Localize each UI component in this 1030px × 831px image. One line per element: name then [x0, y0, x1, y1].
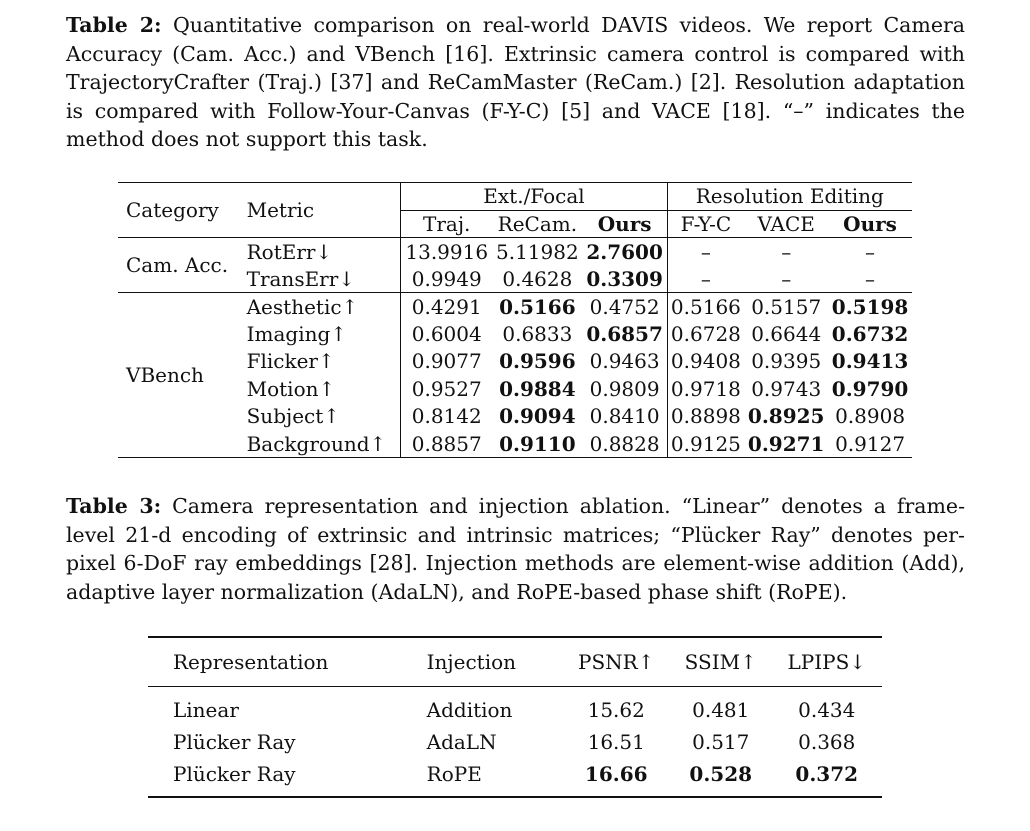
- cell: 0.4752: [583, 293, 667, 321]
- metric-label: Imaging↑: [239, 320, 401, 348]
- cell: 0.3309: [583, 265, 667, 293]
- table2-caption-text: Quantitative comparison on real-world DAVIS videos. We report Camera Accuracy (Cam. Acc.) and VBench [16]. Extrinsic camera control is compared with TrajectoryCrafter (Traj.) [37] and ReCamMaster (ReCam.) [2]. Resolution adaptation is compared with Follow-Your-Canvas (F-Y-C) [5] and VACE [18]. “–” indicates the method does not support this task.: [66, 13, 965, 152]
- cell: 0.8410: [583, 403, 667, 431]
- cell: 0.5198: [828, 293, 912, 321]
- cell: 13.9916: [401, 238, 492, 266]
- cell: 0.5166: [667, 293, 744, 321]
- cell: 0.9127: [828, 430, 912, 458]
- table3-caption-text: Camera representation and injection ablation. “Linear” denotes a frame-level 21-d encoding of extrinsic and intrinsic matrices; “Plücker Ray” denotes per-pixel 6-DoF ray embeddings [28]. Injection methods are element-wise addition (Add), adaptive layer normalization (AdaLN), and RoPE-based phase shift (RoPE).: [66, 494, 965, 604]
- cell: 0.9413: [831, 349, 909, 374]
- cell: 16.66: [562, 758, 670, 797]
- table3: [148, 636, 882, 798]
- header-method: VACE: [744, 210, 828, 238]
- cell: 0.9271: [744, 430, 828, 458]
- header-representation: Representation: [148, 637, 402, 687]
- cell: 0.8857: [401, 430, 492, 458]
- cell: 0.9743: [751, 376, 822, 401]
- metric-label: RotErr↓: [239, 238, 401, 266]
- cell: 0.6833: [502, 321, 573, 346]
- cell: 0.9395: [751, 349, 822, 374]
- metric-label: Motion↑: [239, 375, 401, 403]
- cell: 0.8142: [411, 404, 482, 429]
- cell: –: [700, 266, 711, 291]
- table3-label: Table 3:: [66, 494, 162, 518]
- header-method: F-Y-C: [667, 210, 744, 238]
- header-category: Category: [118, 183, 239, 238]
- cell: 0.9809: [583, 375, 667, 403]
- header-method: Ours: [828, 210, 912, 238]
- table3-caption: [66, 492, 965, 606]
- header-method: Ours: [583, 210, 667, 238]
- category-vbench: VBench: [118, 293, 239, 458]
- metric-label: Subject↑: [239, 403, 401, 431]
- cell: 0.481: [692, 698, 750, 722]
- cell: 5.11982: [492, 238, 583, 266]
- cell: 15.62: [587, 698, 645, 722]
- cell: Addition: [426, 698, 513, 722]
- cell: –: [828, 238, 912, 266]
- cell: 0.517: [692, 730, 750, 754]
- metric-label: Flicker↑: [239, 348, 401, 376]
- cell: Plücker Ray: [173, 730, 296, 754]
- metric-label: TransErr↓: [239, 265, 401, 293]
- cell: 0.368: [798, 730, 856, 754]
- cell: –: [667, 238, 744, 266]
- table2-caption: [66, 11, 965, 154]
- cell: 0.6732: [831, 321, 909, 346]
- cell: 0.6857: [583, 320, 667, 348]
- cell: 0.9884: [499, 376, 576, 401]
- cell: Plücker Ray: [148, 758, 402, 797]
- cell: 0.8925: [747, 404, 825, 429]
- cell: 0.8908: [835, 404, 906, 429]
- cell: 0.372: [772, 758, 883, 797]
- cell: 0.9463: [583, 348, 667, 376]
- cell: 0.9408: [670, 349, 741, 374]
- metric-label: Aesthetic↑: [239, 293, 401, 321]
- cell: –: [744, 238, 828, 266]
- header-ssim: SSIM↑: [670, 637, 772, 687]
- cell: 0.9110: [492, 430, 583, 458]
- cell: 0.9790: [831, 376, 909, 401]
- category-cam-acc: Cam. Acc.: [118, 238, 239, 293]
- header-method: ReCam.: [492, 210, 583, 238]
- cell: 0.9094: [499, 404, 576, 429]
- cell: AdaLN: [426, 730, 497, 754]
- header-metric: Metric: [239, 183, 401, 238]
- header-injection: Injection: [402, 637, 563, 687]
- cell: Linear: [173, 698, 239, 722]
- header-group-res: Resolution Editing: [667, 183, 912, 211]
- table2: [118, 182, 912, 458]
- cell: 0.9596: [499, 349, 576, 374]
- cell: –: [781, 266, 792, 291]
- metric-label: Background↑: [239, 430, 401, 458]
- cell: 0.528: [670, 758, 772, 797]
- cell: 0.8828: [583, 430, 667, 458]
- header-lpips: LPIPS↓: [772, 637, 883, 687]
- cell: –: [865, 266, 876, 291]
- cell: 0.9949: [411, 266, 482, 291]
- cell: 0.434: [798, 698, 856, 722]
- cell: 0.4291: [401, 293, 492, 321]
- cell: 2.7600: [583, 238, 667, 266]
- cell: 0.4628: [502, 266, 573, 291]
- header-group-ext: Ext./Focal: [401, 183, 667, 211]
- header-method: Traj.: [401, 210, 492, 238]
- cell: 0.9077: [411, 349, 482, 374]
- cell: 0.9718: [670, 376, 741, 401]
- cell: 0.9125: [667, 430, 744, 458]
- cell: 0.5166: [492, 293, 583, 321]
- cell: 0.6644: [751, 321, 822, 346]
- cell: RoPE: [402, 758, 563, 797]
- cell: 0.6728: [670, 321, 741, 346]
- cell: 0.8898: [670, 404, 741, 429]
- cell: 16.51: [587, 730, 645, 754]
- header-psnr: PSNR↑: [562, 637, 670, 687]
- cell: 0.9527: [411, 376, 482, 401]
- cell: 0.6004: [411, 321, 482, 346]
- cell: 0.5157: [744, 293, 828, 321]
- table2-label: Table 2:: [66, 13, 162, 37]
